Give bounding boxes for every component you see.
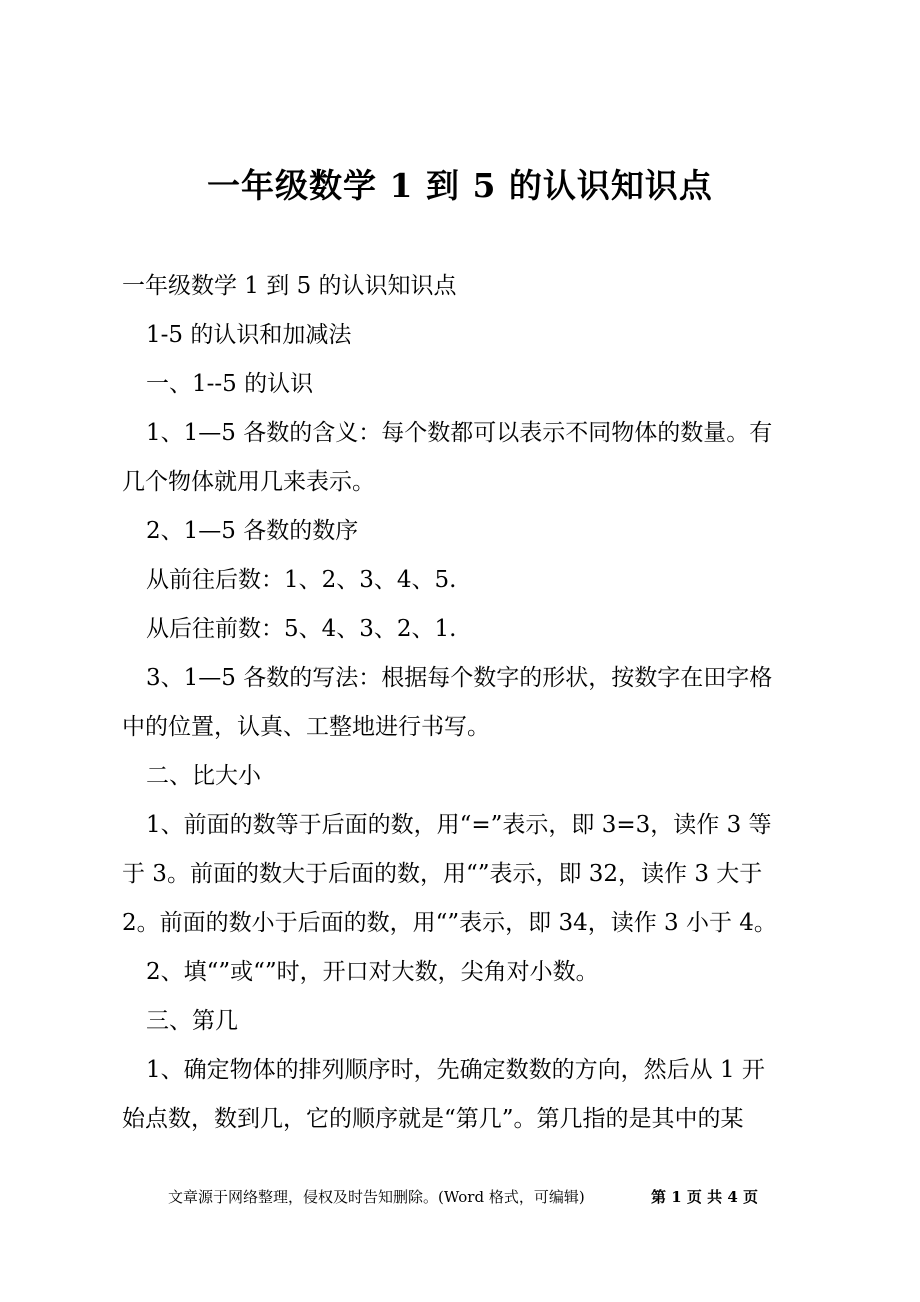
- paragraph-12: 1、前面的数等于后面的数，用“=”表示，即 3=3，读作 3 等: [146, 812, 772, 838]
- paragraph-2: 1-5 的认识和加减法: [146, 322, 352, 348]
- paragraph-1: 一年级数学 1 到 5 的认识知识点: [122, 273, 457, 299]
- document-title: 一年级数学 1 到 5 的认识知识点: [207, 166, 713, 205]
- paragraph-6: 2、1—5 各数的数序: [146, 518, 359, 544]
- paragraph-11: 二、比大小: [146, 763, 261, 789]
- paragraph-8: 从后往前数：5、4、3、2、1.: [146, 616, 457, 642]
- paragraph-17: 1、确定物体的排列顺序时，先确定数数的方向，然后从 1 开: [146, 1057, 765, 1083]
- paragraph-13: 于 3。前面的数大于后面的数，用“”表示，即 32，读作 3 大于: [122, 861, 763, 887]
- document-body: [122, 262, 812, 1144]
- paragraph-9: 3、1—5 各数的写法：根据每个数字的形状，按数字在田字格: [146, 665, 773, 691]
- paragraph-15: 2、填“”或“”时，开口对大数，尖角对小数。: [146, 959, 599, 985]
- footer-note: 文章源于网络整理，侵权及时告知删除。(Word 格式，可编辑): [168, 1188, 585, 1206]
- paragraph-7: 从前往后数：1、2、3、4、5.: [146, 567, 457, 593]
- paragraph-18: 始点数，数到几，它的顺序就是“第几”。第几指的是其中的某: [122, 1106, 744, 1132]
- paragraph-16: 三、第几: [146, 1008, 238, 1034]
- paragraph-14: 2。前面的数小于后面的数，用“”表示，即 34，读作 3 小于 4。: [122, 910, 777, 936]
- paragraph-5: 几个物体就用几来表示。: [122, 469, 375, 495]
- paragraph-4: 1、1—5 各数的含义：每个数都可以表示不同物体的数量。有: [146, 420, 773, 446]
- page-number: 第 1 页 共 4 页: [651, 1188, 758, 1206]
- paragraph-10: 中的位置，认真、工整地进行书写。: [122, 714, 490, 740]
- paragraph-3: 一、1--5 的认识: [146, 371, 314, 397]
